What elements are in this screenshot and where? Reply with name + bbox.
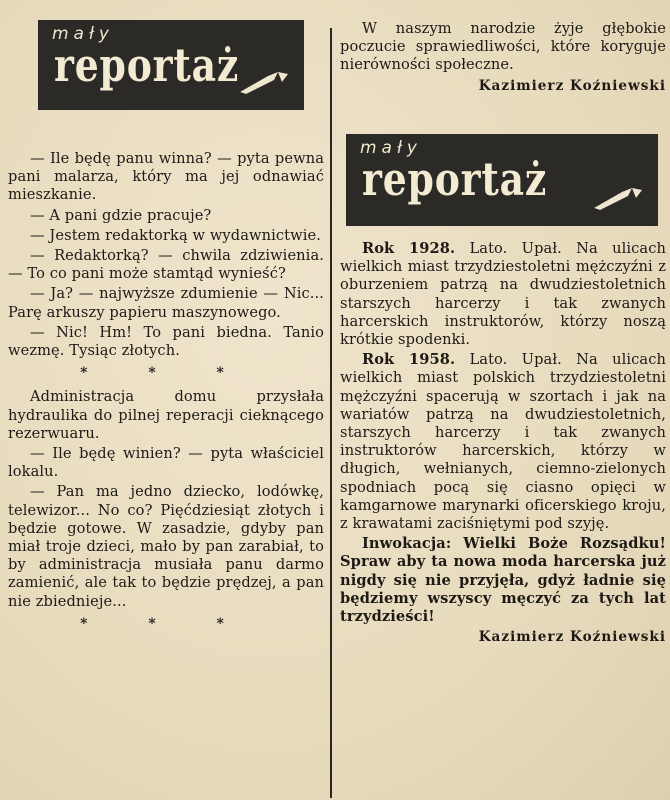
maly-reportaz-banner-right (346, 134, 658, 226)
section-separator-bottom: * * * (80, 615, 252, 632)
left-paragraph-9: — Pan ma jedno dziecko, lodówkę, telewizor... No co? Pięćdziesiąt złotych i będzie gotowe. W zasadzie, gdyby pan miał troje dzieci, mało by pan zarabiał, to by administracja musiała panu darmo zamienić, ale tak to będzie prędzej, a pan nie zbiednieje... (8, 483, 324, 610)
left-paragraph-7: Administracja domu przysłała hydraulika do pilnej reperacji cieknącego rezerwuaru. (8, 388, 324, 442)
pen-icon (238, 70, 290, 96)
banner-small-text: mały (52, 24, 114, 44)
left-paragraph-1: — Ile będę panu winna? — pyta pewna pani malarza, który ma jej odnawiać mieszkanie. (8, 150, 324, 204)
maly-reportaz-banner (38, 20, 304, 110)
right-main-article (340, 240, 666, 646)
right-invocation: Inwokacja: Wielki Boże Rozsądku! Spraw aby ta nowa moda harcerska już nigdy się nie przyjęła, gdyż ładnie się będziemy wszyscy męczyć za tych lat trzydzieści! (340, 535, 666, 626)
left-paragraph-4: — Redaktorką? — chwila zdziwienia. — To co pani może stamtąd wynieść? (8, 247, 324, 283)
right-top-paragraph: W naszym narodzie żyje głębokie poczucie sprawiedliwości, które koryguje nierówności społeczne. (340, 20, 666, 74)
left-article (8, 150, 324, 639)
year-1958: Rok 1958. (362, 351, 456, 369)
banner-big-text: reportaż (54, 38, 240, 92)
pen-icon-right (592, 186, 644, 212)
author-signature-bottom: Kazimierz Koźniewski (478, 629, 666, 646)
banner-big-text-right: reportaż (362, 152, 548, 206)
left-paragraph-3: — Jestem redaktorką w wydawnictwie. (30, 226, 321, 244)
right-top-article (340, 20, 666, 95)
author-signature-top: Kazimierz Koźniewski (478, 77, 666, 94)
right-paragraph-1-text: Lato. Upał. Na ulicach wielkich miast trzydziestoletni mężczyźni z oburzeniem patrzą na dwudziestoletnich starszych harcerzy i tak zwanych harcerskich instruktorów, którzy noszą krótkie spodenki. (340, 240, 666, 349)
right-paragraph-2-text: Lato. Upał. Na ulicach wielkich miast polskich trzydziestoletni mężczyźni spacerują w szortach i jak na wariatów patrzą na dwudziestoletnich, starszych harcerzy i tak zwanych instruktorów harcerskich, którzy w długich, wełnianych, ciemno-zielonych spodniach pocą się ciasno opięci w kamgarnowe marynarki oficerskiego kroju, z krawatami zaciśniętymi pod szyję. (340, 351, 666, 533)
left-paragraph-5: — Ja? — najwyższe zdumienie — Nic... Parę arkuszy papieru maszynowego. (8, 285, 324, 321)
banner-small-text-right: mały (360, 138, 422, 158)
left-paragraph-8: — Ile będę winien? — pyta właściciel lokalu. (8, 445, 324, 481)
column-divider (330, 28, 332, 798)
right-paragraph-1 (340, 240, 666, 349)
section-separator: * * * (80, 365, 252, 382)
year-1928: Rok 1928. (362, 240, 456, 257)
left-paragraph-6: — Nic! Hm! To pani biedna. Tanio wezmę. Tysiąc złotych. (8, 323, 324, 360)
left-paragraph-2: — A pani gdzie pracuje? (30, 206, 212, 224)
right-paragraph-2 (340, 351, 666, 533)
